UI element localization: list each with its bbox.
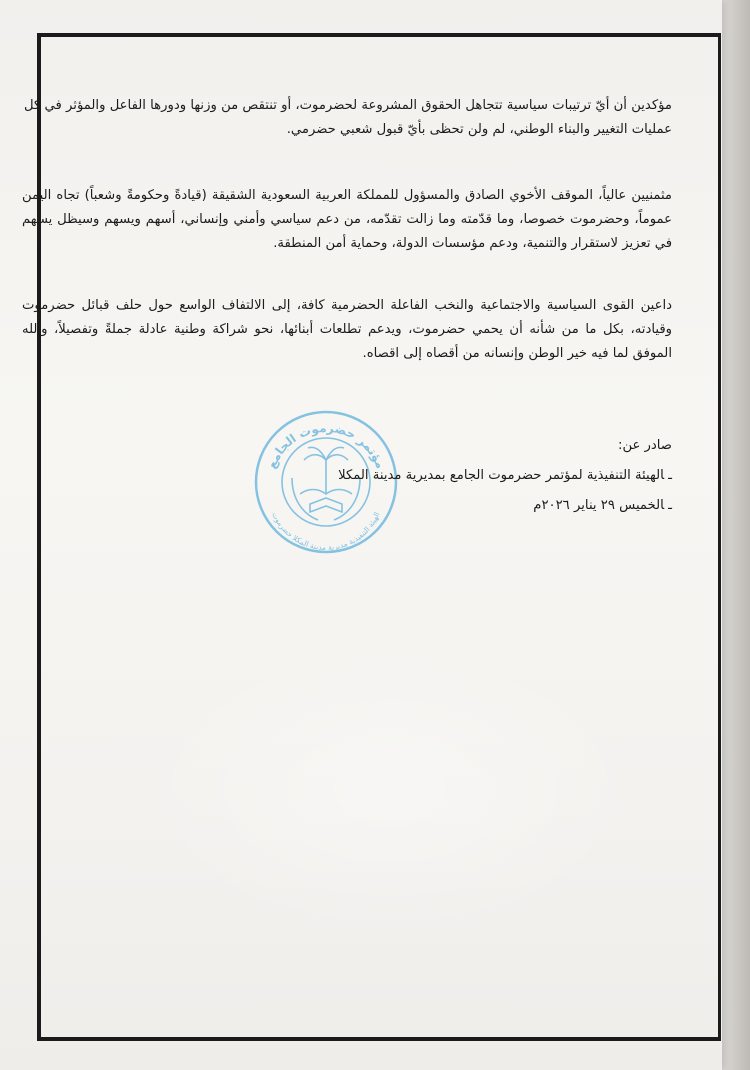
paragraph-3: داعين القوى السياسية والاجتماعية والنخب الفاعلة الحضرمية كافة، إلى الالتفاف الواسع حول حلف قبائل حضرموت وقيادته، بكل ما من شأنه أن يحمي حضرموت، ويدعم تطلعات أبنائها، نحو شراكة وطنية عادلة جملةً وتفصيلاً، والله الموفق لما فيه خير الوطن وإنسانه من أقصاه إلى اقصاه. — [22, 298, 672, 361]
issue-date: الخميس ٢٩ يناير ٢٠٢٦م — [533, 498, 665, 513]
bullet-dash: ـ — [668, 498, 672, 513]
paragraph-1: مؤكدين أن أيّ ترتيبات سياسية تتجاهل الحقوق المشروعة لحضرموت، أو تنتقص من وزنها ودورها الفاعل والمؤثر في كل عمليات التغيير والبناء الوطني، لم ولن تحظى بأيّ قبول شعبي حضرمي. — [24, 98, 672, 137]
background-edge — [722, 0, 750, 1070]
stamp-bottom-text: الهيئة التنفيذية مديرية مدينة المكلا حضرموت — [270, 510, 382, 553]
paragraph-2: مثمنيين عالياً، الموقف الأخوي الصادق والمسؤول للمملكة العربية السعودية الشقيقة (قيادةً وحكومةً وشعباً) تجاه اليمن عموماً، وحضرموت خصوصا، وما قدّمته وما زالت تقدّمه، من دعم سياسي وأمني وإنساني، أسهم ويسهم وسيظل يسهم في تعزيز لاستقرار والتنمية، ودعم مؤسسات الدولة، وحماية أمن المنطقة. — [22, 188, 672, 251]
stamp-top-text: مؤتمر حضرموت الجامع — [264, 420, 388, 471]
date-line — [338, 491, 672, 521]
bullet-dash: ـ — [668, 468, 672, 483]
signature-block — [338, 431, 672, 521]
issuer-line — [338, 461, 672, 491]
issued-by-label: صادر عن: — [618, 438, 672, 453]
issuer-name: الهيئة التنفيذية لمؤتمر حضرموت الجامع بمديرية مدينة المكلا — [338, 468, 665, 483]
